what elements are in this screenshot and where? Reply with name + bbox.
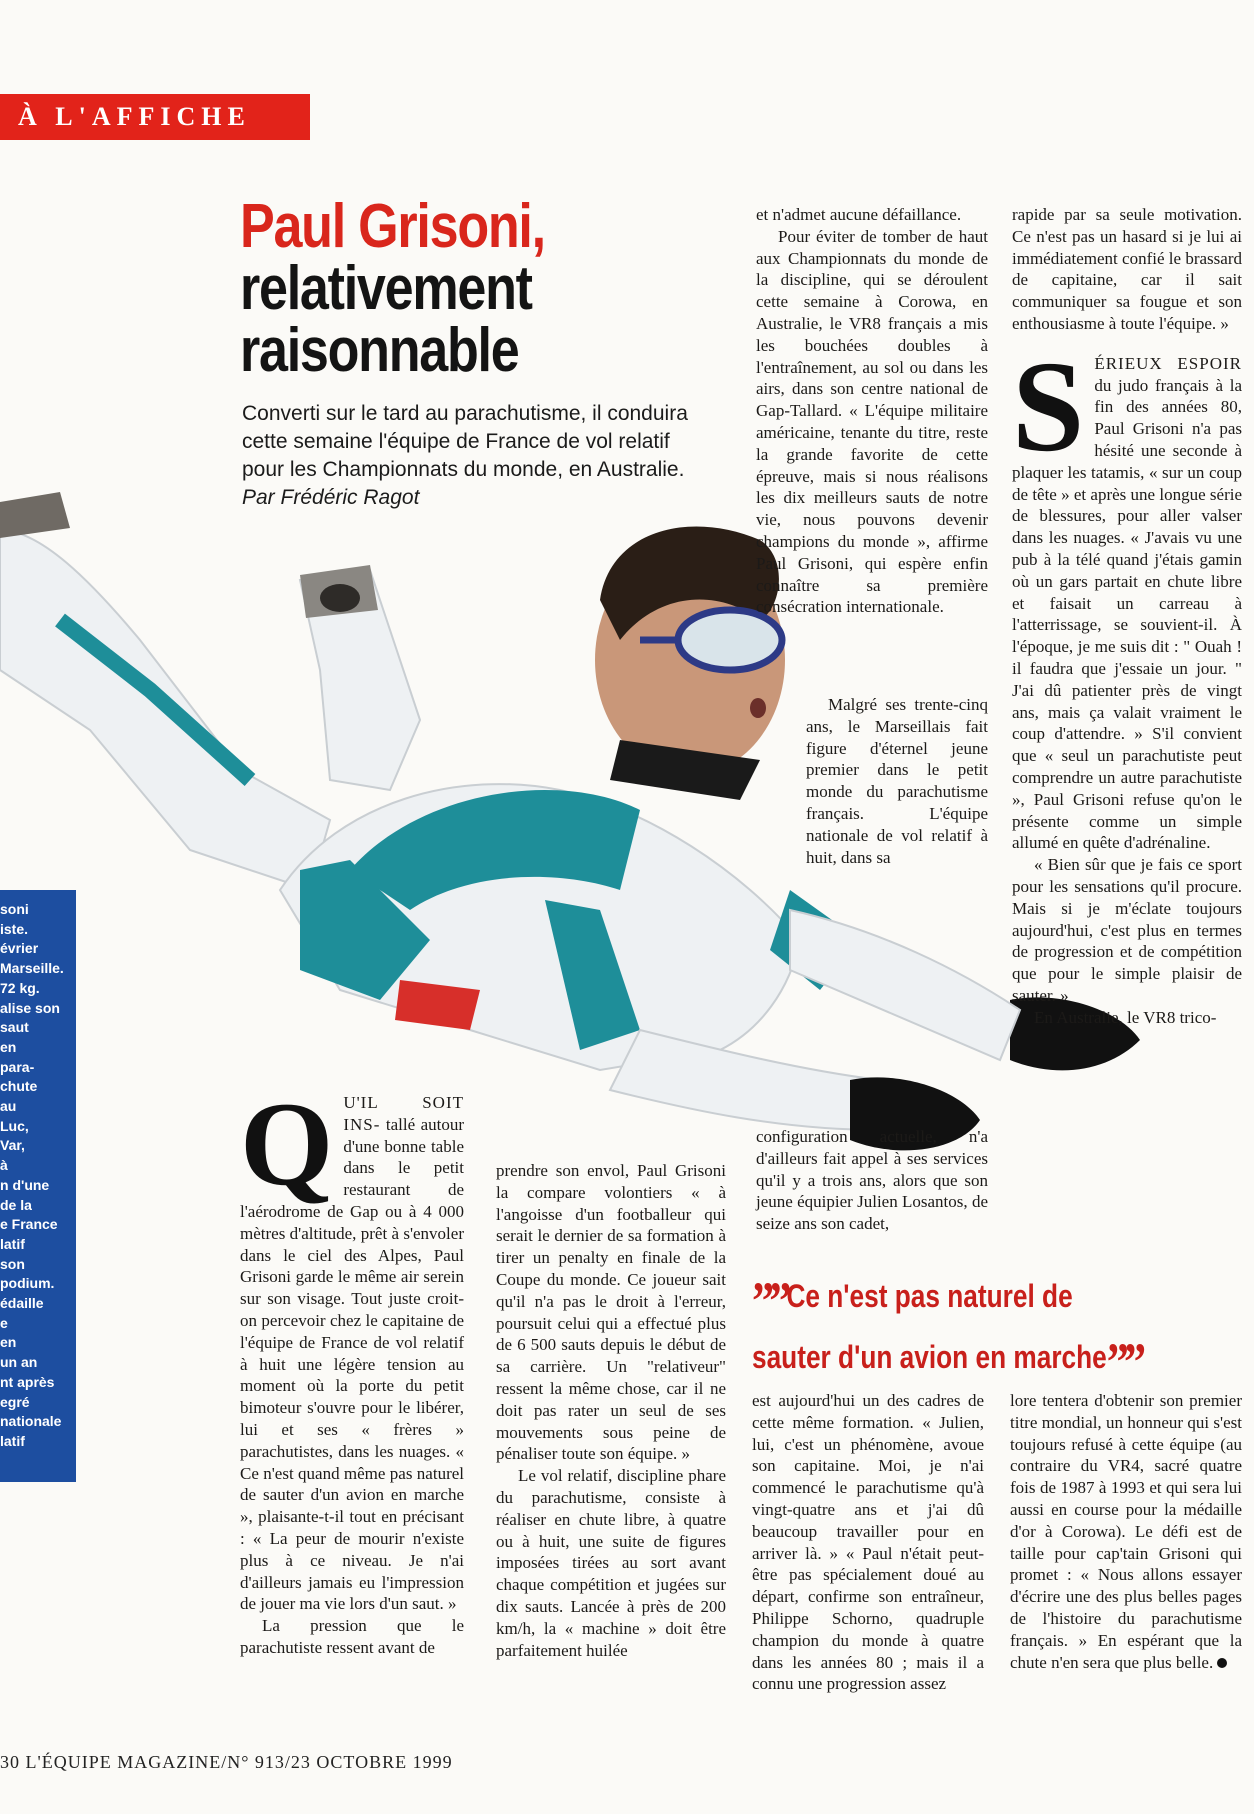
sidebar-line: au	[0, 1098, 17, 1115]
sidebar-line: en	[0, 1334, 17, 1351]
sidebar-line: évrier	[0, 940, 39, 957]
headline	[240, 192, 593, 385]
close-quote-mark: ””	[1106, 1332, 1142, 1392]
column-3-top	[756, 204, 988, 684]
col1-para-1: tallé autour d'une bonne table dans le petit restaurant de l'aérodrome de Gap ou à 4 000 mètres d'altitude, prêt à s'envoler dans le ciel des Alpes, Paul Grisoni garde le même air serein sur son visage. Tout juste croit-on percevoir chez le capitaine de l'équipe de France de vol relatif à huit une légère tension au moment où la porte du petit bimoteur s'ouvre pour le libérer, lui et ses « frères » parachutistes, dans les nuages. « Ce n'est quand même pas naturel de sauter d'un avion en marche », plaisante-t-il tout en précisant : « La peur de mourir n'existe plus à ce niveau. Je n'ai d'ailleurs jamais eu l'impression de jouer ma vie lors d'un saut. »	[240, 1114, 464, 1614]
col3-para-3: Malgré ses trente-cinq ans, le Marseillais fait figure d'éternel jeune premier dans le petit monde du parachutisme français. L'équipe nationale de vol relatif à huit, dans sa	[806, 695, 988, 867]
sidebar-line: Marseille.	[0, 960, 64, 977]
col3-para-1: et n'admet aucune défaillance.	[756, 205, 962, 224]
col3-bottom-para: est aujourd'hui un des cadres de cette même formation. « Julien, lui, c'est un phénomène, avoue son capitaine. Moi, je n'ai commencé le parachutisme qu'à vingt-quatre ans et j'ai dû beaucoup travailler pour en arriver là. » « Paul n'était peut-être pas spécialement doué au départ, confirme son entraîneur, Philippe Schorno, quadruple champion du monde à quatre dans les années 80 ; mais il a connu une progression assez	[752, 1391, 984, 1694]
sidebar-line: egré	[0, 1393, 30, 1410]
col1-para-2: La pression que le parachutiste ressent avant de	[240, 1616, 464, 1657]
sidebar-line: soni	[0, 901, 29, 917]
sidebar-line: n d'une	[0, 1176, 50, 1193]
end-mark-icon	[1217, 1658, 1227, 1668]
column-4-bottom	[1010, 1390, 1242, 1740]
pull-quote	[752, 1268, 1142, 1392]
sidebar-line: chute	[0, 1078, 38, 1095]
page-footer: 30 L'ÉQUIPE MAGAZINE/N° 913/23 OCTOBRE 1999	[0, 1752, 453, 1772]
sidebar-line: nationale	[0, 1413, 62, 1430]
sidebar-line: saut	[0, 1019, 29, 1036]
column-2	[496, 1160, 726, 1740]
sidebar-line: Var,	[0, 1137, 25, 1154]
col3-para-2: Pour éviter de tomber de haut aux Championnats du monde de la discipline, qui se déroulent cette semaine à Corowa, en Australie, le VR8 français a mis les bouchées doubles à l'entraînement, au sol ou dans les airs, dans son centre national de Gap-Tallard. « L'équipe militaire américaine, tenante du titre, reste la grande favorite de cette épreuve, mais si nous réalisons les dix meilleurs sauts de notre vie, nous pouvons devenir champions du monde », affirme Paul Grisoni, qui espère enfin connaître sa première consécration internationale.	[756, 226, 988, 617]
column-3-bottom	[752, 1390, 984, 1740]
sidebar-line: latif	[0, 1235, 25, 1252]
open-quote-mark: ””	[752, 1271, 787, 1331]
sidebar-line: en	[0, 1038, 17, 1055]
headline-line-1: Paul Grisoni,	[240, 192, 545, 261]
drop-cap-s: S	[1012, 334, 1085, 479]
pull-quote-line-1: Ce n'est pas naturel de	[786, 1278, 1073, 1314]
col4-para-4: En Australie, le VR8 trico-	[1034, 1007, 1217, 1027]
sidebar-line: Luc,	[0, 1117, 29, 1134]
col4-para-2: du judo français à la fin des années 80, Paul Grisoni n'a pas hésité une seconde à plaquer les tatamis, « sur un coup de tête » et après une longue série de blessures, pour aller valser dans les nuages. « J'avais vu une pub à la télé quand j'étais gamin où un gars partait en chute libre et faisait un carreau à l'atterrissage, se souvient-il. À l'époque, je me suis dit : " Ouah ! il faudra que j'essaie un jour. " J'ai dû patienter près de vingt ans, mais ça valait vraiment le coup d'attendre. » S'il convient que « seul un parachutiste peut comprendre un autre parachutiste », Paul Grisoni refuse qu'on le présente comme un simple allumé en quête d'adrénaline.	[1012, 375, 1242, 853]
sidebar-line: édaille	[0, 1295, 44, 1312]
col4-bottom-para: lore tentera d'obtenir son premier titre mondial, un honneur qui s'est toujours refusé à cette équipe (au contraire du VR4, sacré quatre fois de 1987 à 1993 et qui sera lui aussi en course pour la médaille d'or à Corowa). Le défi est de taille pour cap'tain Grisoni qui promet : « Nous allons essayer d'écrire une des plus belles pages de l'histoire du parachutisme français. » En espérant que la chute n'en sera que plus belle.	[1010, 1391, 1242, 1672]
byline: Par Frédéric Ragot	[242, 486, 420, 509]
sidebar-line: podium.	[0, 1275, 55, 1292]
sidebar-line: à	[0, 1157, 8, 1174]
lead-caps: U'IL SOIT INS-	[343, 1093, 464, 1134]
col2-para-1: prendre son envol, Paul Grisoni la compare volontiers « à l'angoisse d'un footballeur qui serait le dernier de sa formation à tirer un penalty en finale de la Coupe du monde. Ce joueur sait qu'il n'a pas le droit à l'erreur, poursuit celui qui a effectué plus de 6 500 sauts depuis le début de sa carrière. Un "relativeur" ressent la même chose, car il ne doit pas rater un seul de ses mouvements sous peine de pénaliser toute son équipe. »	[496, 1161, 726, 1464]
col2-para-2: Le vol relatif, discipline phare du parachutisme, consiste à réaliser en chute libre, à quatre ou à huit, une suite de figures imposées tirées au sort avant chaque compétition et jugées sur dix sauts. Lancée à près de 200 km/h, la « machine » doit être parfaitement huilée	[496, 1466, 726, 1660]
col4-para-3: « Bien sûr que je fais ce sport pour les sensations qu'il procure. Mais si je m'éclate toujours aujourd'hui, c'est plus en termes de progression et de compétition que pour le simple plaisir de sauter. »	[1012, 855, 1242, 1005]
sidebar-line: un an	[0, 1354, 38, 1371]
pull-quote-line-2: sauter d'un avion en marche	[752, 1339, 1107, 1375]
sidebar-line: son	[0, 1255, 25, 1272]
sidebar-line: e France	[0, 1216, 58, 1233]
col4-para-1: rapide par sa seule motivation. Ce n'est pas un hasard si je lui ai immédiatement confié le brassard de capitaine, car il sait communiquer sa fougue et son enthousiasme à toute l'équipe. »	[1012, 205, 1242, 333]
col3-mid-para: configuration actuelle, n'a d'ailleurs fait appel à ses services qu'il y a trois ans, alors que son jeune équipier Julien Losantos, de seize ans son cadet,	[756, 1127, 988, 1234]
sidebar-line: e	[0, 1314, 8, 1331]
standfirst-text: Converti sur le tard au parachutisme, il conduira cette semaine l'équipe de France de vol relatif pour les Championnats du monde, en Australie.	[242, 402, 688, 481]
column-3-wrap	[806, 694, 988, 884]
section-rubric: À L'AFFICHE	[0, 94, 310, 140]
column-1	[240, 1077, 464, 1732]
sidebar-line: iste.	[0, 920, 29, 937]
sidebar-line: de la	[0, 1196, 32, 1213]
sidebar-line: latif	[0, 1432, 25, 1449]
drop-cap-q: Q	[240, 1077, 334, 1210]
sidebar-line: para-	[0, 1058, 35, 1075]
profile-sidebar	[0, 890, 76, 1482]
headline-line-2: relativement	[240, 254, 532, 323]
headline-line-3: raisonnable	[240, 316, 519, 385]
column-3-mid	[756, 1126, 988, 1256]
sidebar-line: 72 kg.	[0, 979, 40, 996]
lead-caps-2: ÉRIEUX ESPOIR	[1094, 353, 1242, 373]
sidebar-line: alise son	[0, 999, 60, 1016]
sidebar-line: nt après	[0, 1373, 55, 1390]
column-4	[1012, 204, 1242, 1244]
